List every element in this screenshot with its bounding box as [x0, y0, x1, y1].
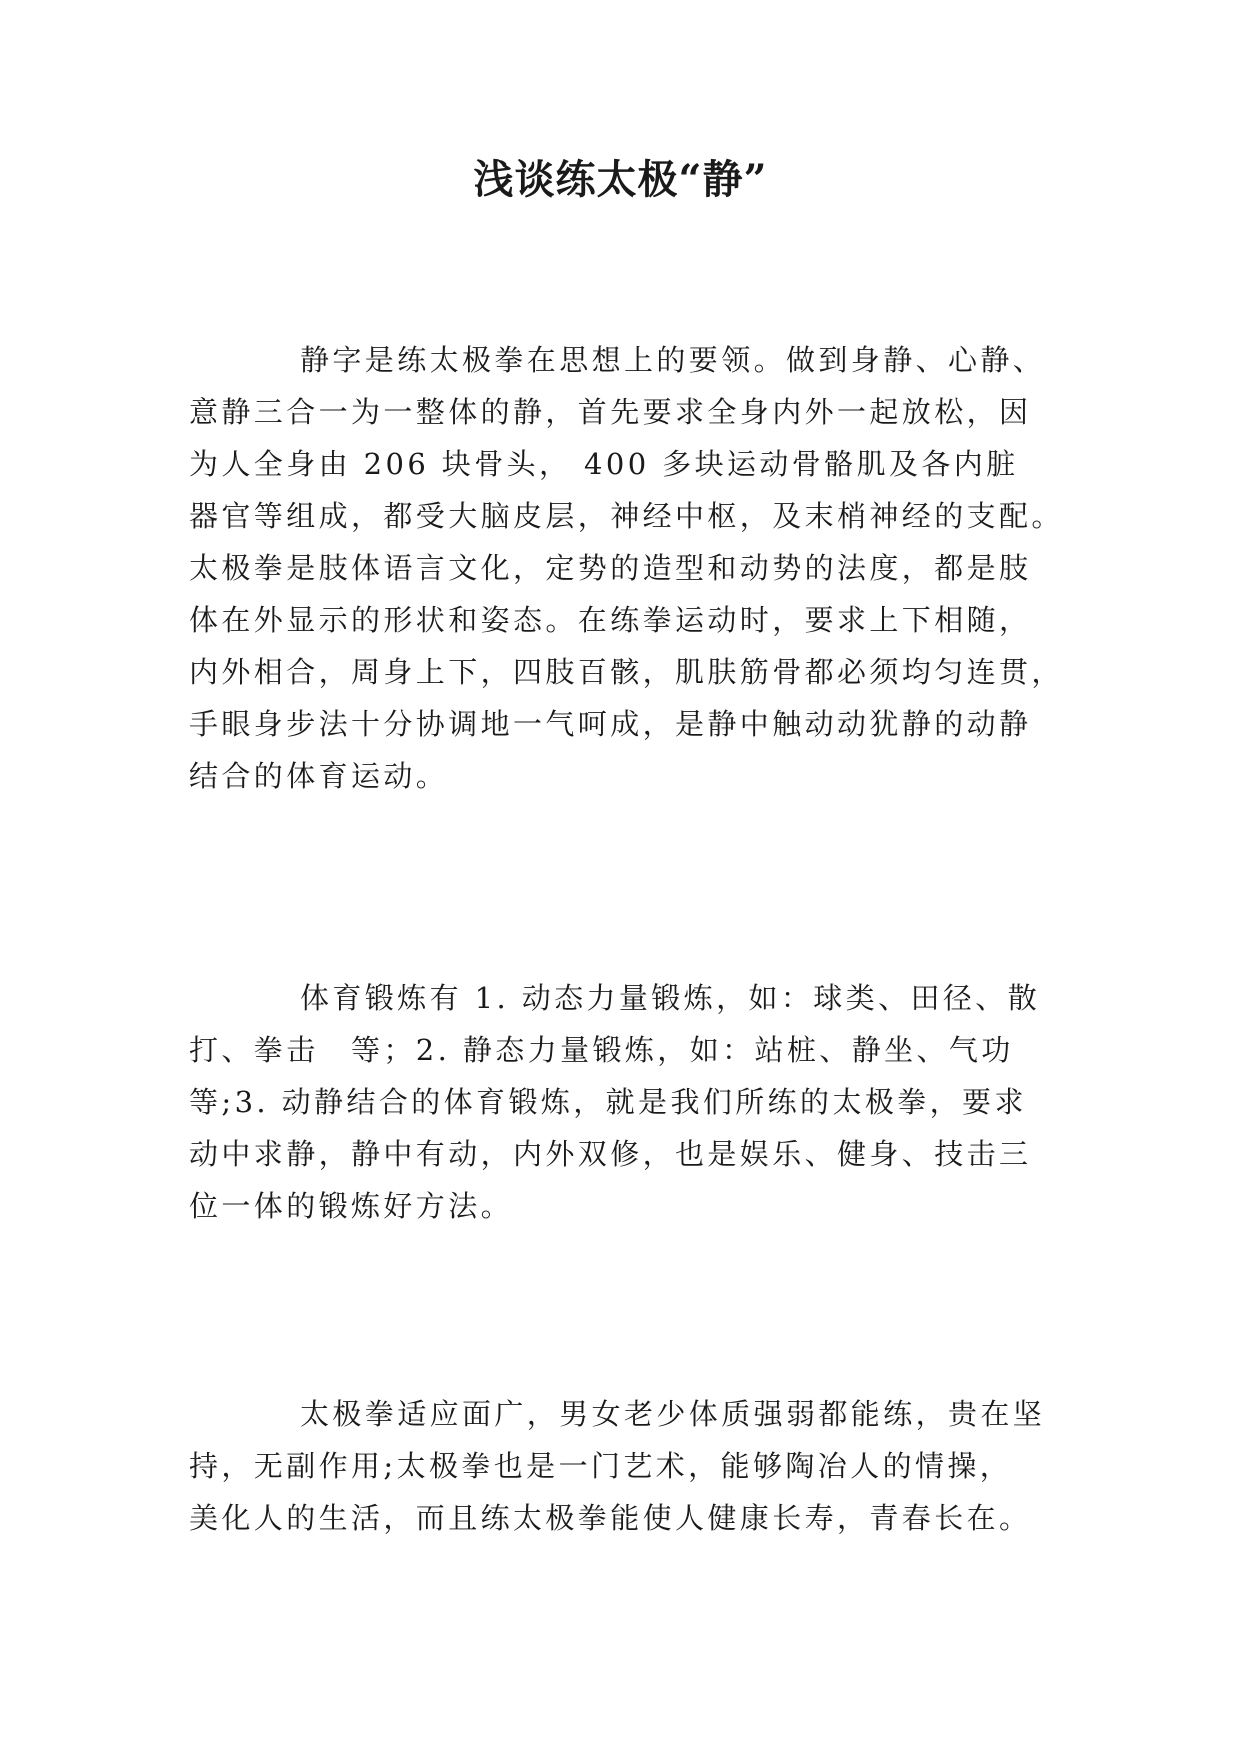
paragraph-1-line-8: 手眼身步法十分协调地一气呵成，是静中触动动犹静的动静	[189, 707, 1032, 741]
paragraph-3-line-3: 美化人的生活，而且练太极拳能使人健康长寿，青春长在。	[189, 1501, 1032, 1535]
paragraph-2-line-4: 动中求静，静中有动，内外双修，也是娱乐、健身、技击三	[189, 1137, 1032, 1171]
paragraph-1-line-2: 意静三合一为一整体的静，首先要求全身内外一起放松，因	[189, 395, 1032, 429]
paragraph-2-line-3: 等;3. 动静结合的体育锻炼，就是我们所练的太极拳，要求	[189, 1085, 1027, 1119]
paragraph-2-line-5: 位一体的锻炼好方法。	[189, 1189, 514, 1223]
paragraph-1-line-5: 太极拳是肢体语言文化，定势的造型和动势的法度，都是肢	[189, 551, 1032, 585]
document-title: 浅谈练太极“静”	[473, 156, 768, 203]
paragraph-3-line-1: 太极拳适应面广，男女老少体质强弱都能练，贵在坚	[300, 1397, 1046, 1431]
paragraph-1-line-4: 器官等组成，都受大脑皮层，神经中枢，及末梢神经的支配。	[189, 499, 1064, 533]
paragraph-1-line-3: 为人全身由 206 块骨头， 400 多块运动骨骼肌及各内脏	[189, 447, 1019, 481]
paragraph-1-line-9: 结合的体育运动。	[189, 759, 449, 793]
paragraph-3-line-2: 持，无副作用;太极拳也是一门艺术，能够陶冶人的情操，	[189, 1449, 1013, 1483]
paragraph-1-line-7: 内外相合，周身上下，四肢百骸，肌肤筋骨都必须均匀连贯，	[189, 655, 1064, 689]
paragraph-2-line-2: 打、拳击 等；2. 静态力量锻炼，如：站桩、静坐、气功	[189, 1033, 1014, 1067]
paragraph-1-line-6: 体在外显示的形状和姿态。在练拳运动时，要求上下相随，	[189, 603, 1032, 637]
paragraph-1-line-1: 静字是练太极拳在思想上的要领。做到身静、心静、	[300, 343, 1046, 377]
paragraph-2-line-1: 体育锻炼有 1. 动态力量锻炼，如：球类、田径、散	[300, 981, 1041, 1015]
